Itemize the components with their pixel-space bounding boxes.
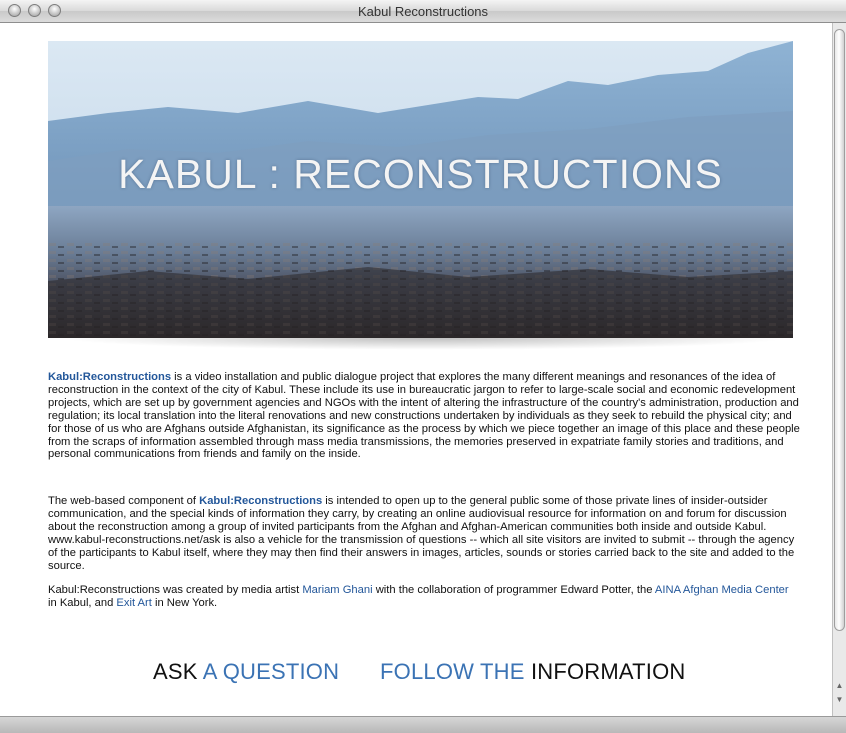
follow-blue-text: FOLLOW THE (380, 659, 531, 684)
ask-blue-text: A QUESTION (202, 659, 340, 684)
credits-suffix: in New York. (151, 596, 218, 609)
ask-question-link[interactable] (153, 659, 339, 685)
scrollbar-thumb[interactable] (834, 29, 845, 631)
banner-title: KABUL : RECONSTRUCTIONS (118, 151, 723, 197)
credits-middle: with the collaboration of programmer Edward Potter, the (372, 584, 655, 596)
web-component-paragraph (48, 495, 800, 572)
intro-text: is a video installation and public dialogue project that explores the many different meanings and resonances of the idea of reconstruction in the context of the city of Kabul. These include its use in bureaucratic jargon to refer to large-scale social and economic redevelopment projects, which are set up by government agencies and NGOs with the intent of altering the infrastructure of the country's administration, production and regulation; its local translation into the literal renovations and new constructions undertaken by individuals as they seek to rebuild the physical city; and for those of us who are Afghans outside Afghanistan, its significance as the process by which we piece together an image of this place and these people from the scraps of information assembled through mass media transmissions, the memories preserved in expatriate family stories and traditions, and personal communications from friends and family on the inside. (48, 371, 800, 461)
exit-art-link[interactable]: Exit Art (116, 596, 152, 609)
mariam-ghani-link[interactable]: Mariam Ghani (302, 584, 373, 596)
window-titlebar (0, 0, 846, 23)
vertical-scrollbar[interactable] (832, 23, 846, 716)
credits-prefix: Kabul:Reconstructions was created by media artist (48, 584, 303, 596)
scroll-down-arrow-icon[interactable]: ▼ (835, 695, 844, 704)
intro-paragraph (48, 371, 800, 461)
banner-shadow (60, 338, 790, 350)
page-content (0, 23, 832, 716)
aina-link[interactable]: AINA Afghan Media Center (654, 584, 789, 596)
scroll-up-arrow-icon[interactable]: ▲ (835, 681, 844, 690)
follow-information-link[interactable] (380, 659, 686, 685)
web-prefix: The web-based component of (48, 495, 200, 507)
follow-dark-text: INFORMATION (530, 659, 686, 684)
window-bottom-bar (0, 716, 846, 733)
credits-paragraph (48, 584, 800, 610)
brand-name: Kabul:Reconstructions (199, 495, 323, 507)
web-text: is intended to open up to the general public some of those private lines of insider-outsider communication, and the special kinds of information they carry, by creating an online audiovisual resource for information on and forum for discussion about the reconstruction among a group of invited participants from the Afghan and Afghan-American communities both inside and outside Kabul. www.kabul-reconstructions.net/ask is also a vehicle for the transmission of questions -- which all site visitors are invited to submit -- through the agency of the participants to Kabul itself, where they may then find their answers in images, articles, sounds or stories carried back to the site and added to the source. (48, 495, 795, 572)
brand-name: Kabul:Reconstructions (48, 371, 172, 383)
credits-middle2: in Kabul, and (48, 596, 117, 609)
ask-dark-text: ASK (153, 659, 203, 684)
window-title: Kabul Reconstructions (357, 4, 489, 19)
